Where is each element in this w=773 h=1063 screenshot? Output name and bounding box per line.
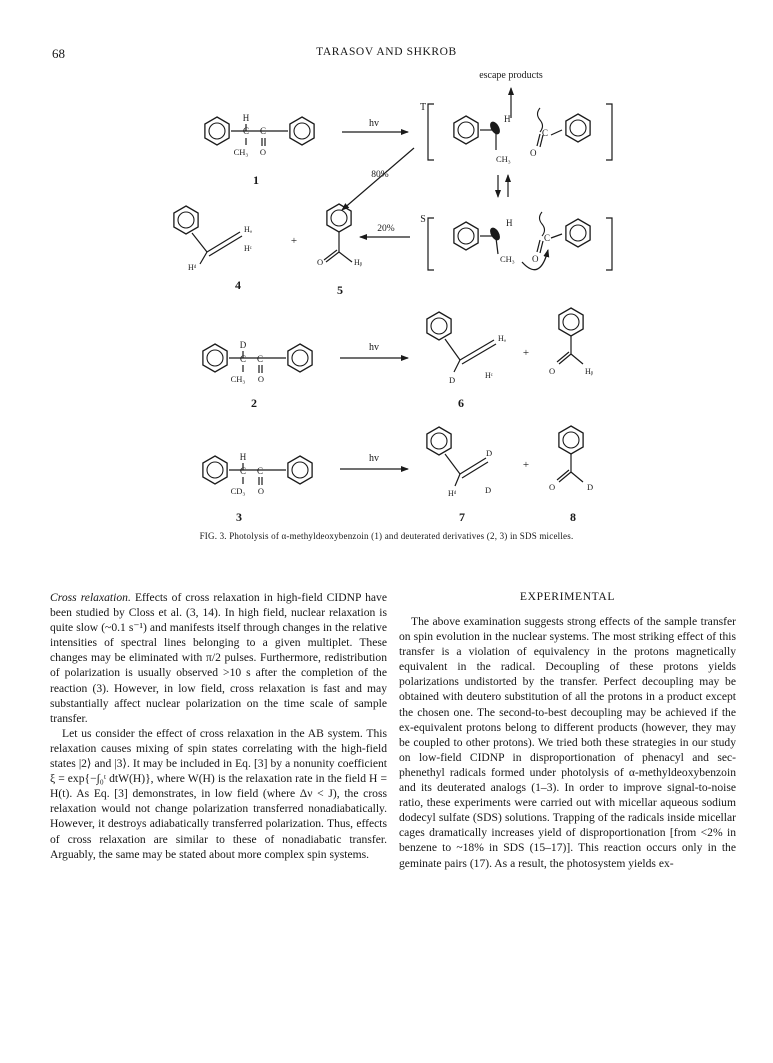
escape-products-label: escape products: [479, 70, 543, 81]
experimental-paragraph: The above examination suggests strong effects of the sample transfer on spin evolution in the nuclear systems. The most striking effect of this transfer is a violation of equivalency in the protons magnetically equivalent in the radical. Decoupling of these protons yields polarizations undistorted by the transfer. Perfect decoupling may be obtained with deutero substitution of all the protons in a product except the chosen one. The second-to-best decoupling may be achieved if the ex-equivalent protons belong to different products (however, they may be coupled to other protons). We tried both these strategies in our study on low-field CIDNP in disproportionation of phenacyl and sec-phenethyl radicals formed under photolysis of α-methyldeoxybenzoin and its deuterated analogs (1–3). In order to improve signal-to-noise ratio, these experiments were carried out with micellar aqueous sodium dodecyl sulfate (SDS) solutions. Trapping of the radicals inside micellar cages dramatically increases yield of disproportionation [from <2% in benzene to ~18% in SDS (15–17)]. This reaction occurs only in the geminate pairs (17). As a result, the photosystem yields ex-: [399, 615, 736, 870]
atom-label: CH₃: [496, 154, 511, 164]
atom-label: O: [259, 147, 267, 157]
right-column: [399, 614, 736, 871]
cross-relaxation-paragraph: [50, 590, 387, 726]
compound-5-number: 5: [337, 283, 343, 297]
atom-label: CH₃: [500, 254, 515, 264]
compound-6-number: 6: [458, 396, 464, 410]
cross-relaxation-body: Effects of cross relaxation in high-field CIDNP have been studied by Closs et al. (3, 14). In high field, nuclear relaxation is quite slow (~0.1 s⁻¹) and manifests itself through changes in the relative intensities of spectral lines belonging to a given multiplet. These changes may be eliminated with π/2 pulses. Furthermore, redistribution of polarization is usually observed >10 s after the completion of the reaction (3). However, in low field, cross relaxation is fast and may substantially affect nuclear polarization on the time scale of sample transfer.: [50, 591, 388, 725]
atom-label: O: [257, 374, 265, 384]
atom-label: D: [485, 485, 492, 495]
atom-label: O: [317, 257, 324, 267]
atom-label: H: [506, 218, 513, 228]
atom-label: CD₃: [230, 486, 246, 496]
compound-2-number: 2: [251, 396, 257, 410]
atom-label: D: [486, 448, 493, 458]
left-column: [50, 590, 387, 862]
atom-label: CH₃: [230, 374, 246, 384]
compound-1-number: 1: [253, 173, 259, 187]
hv-label-1: hv: [369, 118, 379, 129]
atom-label: D: [239, 340, 247, 350]
atom-label: C: [242, 126, 250, 136]
atom-label: Hₐ: [244, 225, 252, 234]
radical-orbital-triplet: [488, 120, 502, 136]
atom-label: Hᵈ: [188, 263, 197, 272]
atom-label: C: [543, 233, 551, 243]
atom-label: D: [587, 482, 594, 492]
hv-label-3: hv: [369, 453, 379, 464]
atom-label: Hᶜ: [485, 371, 493, 380]
plus-sign-3: +: [522, 459, 530, 471]
pct20-label: 20%: [377, 224, 395, 234]
figure-caption: FIG. 3. Photolysis of α-methyldeoxybenzoin (1) and deuterated derivatives (2, 3) in SDS micelles.: [199, 531, 574, 541]
atom-label: C: [239, 466, 247, 476]
atom-label: H: [239, 452, 247, 462]
atom-label: Hᵦ: [354, 258, 363, 267]
plus-sign-1: +: [290, 235, 298, 247]
pct80-label: 80%: [371, 170, 389, 180]
atom-label: C: [256, 354, 264, 364]
radical-orbital-singlet: [488, 226, 502, 242]
running-head: TARASOV AND SHKROB: [316, 46, 457, 58]
atom-label: O: [530, 148, 537, 158]
atom-label: C: [256, 466, 264, 476]
atom-label: C: [541, 128, 549, 138]
experimental-heading: EXPERIMENTAL: [519, 590, 616, 603]
hv-label-2: hv: [369, 342, 379, 353]
plus-sign-2: +: [522, 347, 530, 359]
page-number: 68: [52, 46, 65, 61]
atom-label: H: [504, 114, 511, 124]
atom-label: O: [532, 254, 539, 264]
atom-label: C: [239, 354, 247, 364]
compound-3-number: 3: [236, 510, 242, 524]
singlet-label: S: [420, 214, 426, 225]
atom-label: Hᵈ: [448, 489, 457, 498]
atom-label: Hᵦ: [585, 367, 594, 376]
atom-label: CH₃: [233, 147, 249, 157]
atom-label: Hᶜ: [244, 244, 252, 253]
cross-relaxation-title: Cross relaxation.: [50, 591, 131, 604]
atom-label: D: [449, 375, 456, 385]
atom-label: O: [549, 482, 556, 492]
compound-4-number: 4: [235, 278, 241, 292]
atom-label: H: [242, 113, 250, 123]
triplet-label: T: [419, 102, 427, 113]
compound-7-number: 7: [459, 510, 465, 524]
atom-label: O: [549, 366, 556, 376]
atom-label: O: [257, 486, 265, 496]
ab-system-paragraph: Let us consider the effect of cross relaxation in the AB system. This relaxation causes mixing of spin states correlating with the high-field states |2⟩ and |3⟩. It may be included in Eq. [3] by a nonunity coefficient ξ = exp{−∫₀ᵗ dtW(H)}, where W(H) is the relaxation rate in the field H = H(t). As Eq. [3] demonstrates, in low field (where Δν < J), the cross relaxation would not change polarization transferred nonadiabatically. However, it destroys adiabatically transferred polarization. Thus, effects of cross relaxation are similar to these of nonadiabatic transfer. Arguably, the same may be stated about more complex spin systems.: [50, 726, 387, 861]
compound-8-number: 8: [570, 510, 576, 524]
atom-label: Hₐ: [498, 334, 506, 343]
atom-label: C: [259, 126, 267, 136]
